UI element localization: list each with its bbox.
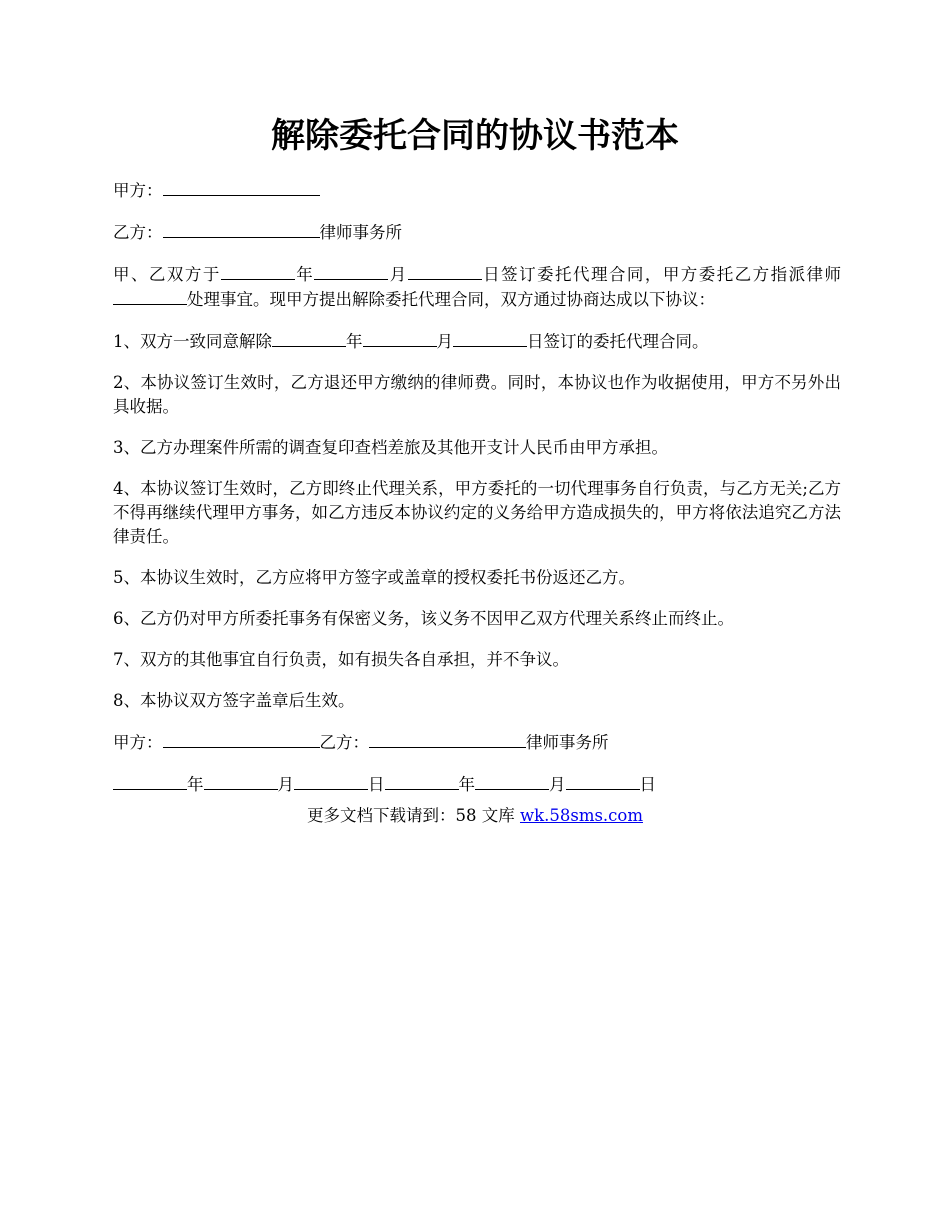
- date-b-month-label: 月: [549, 775, 566, 794]
- intro-lawyer-blank: [113, 287, 187, 305]
- party-a-label: 甲方：: [113, 181, 163, 200]
- document-title: 解除委托合同的协议书范本: [271, 116, 679, 156]
- footer-link[interactable]: wk.58sms.com: [519, 806, 643, 825]
- clause-1-month-blank: [363, 329, 437, 347]
- intro-text-3: 处理事宜。现甲方提出解除委托代理合同，双方通过协商达成以下协议：: [187, 290, 715, 309]
- clause-1-year-blank: [272, 329, 346, 347]
- clause-6: 6、乙方仍对甲方所委托事务有保密义务，该义务不因甲乙双方代理关系终止而终止。: [113, 609, 734, 628]
- intro-text-1: 甲、乙双方于: [113, 265, 221, 284]
- footer-text: 更多文档下载请到：58 文库: [306, 806, 520, 825]
- signature-party-b-blank: [369, 730, 526, 748]
- clause-2: 2、本协议签订生效时，乙方退还甲方缴纳的律师费。同时，本协议也作为收据使用，甲方不另外出具收据。: [113, 373, 841, 416]
- clause-1-month-label: 月: [436, 332, 453, 351]
- date-b-day-blank: [566, 772, 640, 790]
- signature-law-firm-suffix: 律师事务所: [526, 733, 609, 752]
- clause-3: 3、乙方办理案件所需的调查复印查档差旅及其他开支计人民币由甲方承担。: [113, 438, 668, 457]
- date-a-month-blank: [204, 772, 278, 790]
- clause-1: [113, 329, 841, 354]
- date-b-month-blank: [475, 772, 549, 790]
- party-a-line: [113, 178, 841, 203]
- clause-1-day-blank: [453, 329, 527, 347]
- clause-5: 5、本协议生效时，乙方应将甲方签字或盖章的授权委托书份返还乙方。: [113, 568, 635, 587]
- signature-party-a-blank: [163, 730, 320, 748]
- clause-1-text-2: 日签订的委托代理合同。: [527, 332, 709, 351]
- signature-party-b-label: 乙方：: [319, 733, 369, 752]
- clause-8: 8、本协议双方签字盖章后生效。: [113, 691, 355, 710]
- clause-1-year-label: 年: [346, 332, 363, 351]
- date-a-day-blank: [294, 772, 368, 790]
- intro-year-blank: [221, 262, 295, 280]
- date-b-year-blank: [385, 772, 459, 790]
- signature-line: [113, 730, 841, 755]
- document-body: [113, 178, 841, 814]
- intro-year-label: 年: [294, 265, 315, 284]
- law-firm-suffix: 律师事务所: [319, 223, 402, 242]
- clause-1-text-1: 1、双方一致同意解除: [113, 332, 272, 351]
- intro-day-blank: [408, 262, 482, 280]
- signature-party-a-label: 甲方：: [113, 733, 163, 752]
- intro-month-blank: [314, 262, 388, 280]
- download-footer: [0, 804, 950, 828]
- date-b-year-label: 年: [458, 775, 475, 794]
- party-b-line: [113, 220, 841, 245]
- party-a-blank: [163, 178, 320, 196]
- date-b-day-label: 日: [639, 775, 656, 794]
- party-b-blank: [163, 220, 320, 238]
- date-line: [113, 772, 841, 797]
- clause-4: 4、本协议签订生效时，乙方即终止代理关系，甲方委托的一切代理事务自行负责，与乙方无关;乙方不得再继续代理甲方事务，如乙方违反本协议约定的义务给甲方造成损失的，甲方将依法追究乙方法律责任。: [113, 479, 841, 546]
- clause-7: 7、双方的其他事宜自行负责，如有损失各自承担，并不争议。: [113, 650, 569, 669]
- party-b-label: 乙方：: [113, 223, 163, 242]
- date-a-year-blank: [113, 772, 187, 790]
- intro-text-2: 日签订委托代理合同，甲方委托乙方指派律师: [481, 265, 842, 284]
- date-a-month-label: 月: [277, 775, 294, 794]
- date-a-day-label: 日: [368, 775, 385, 794]
- intro-paragraph: [113, 262, 841, 312]
- intro-month-label: 月: [388, 265, 408, 284]
- date-a-year-label: 年: [187, 775, 204, 794]
